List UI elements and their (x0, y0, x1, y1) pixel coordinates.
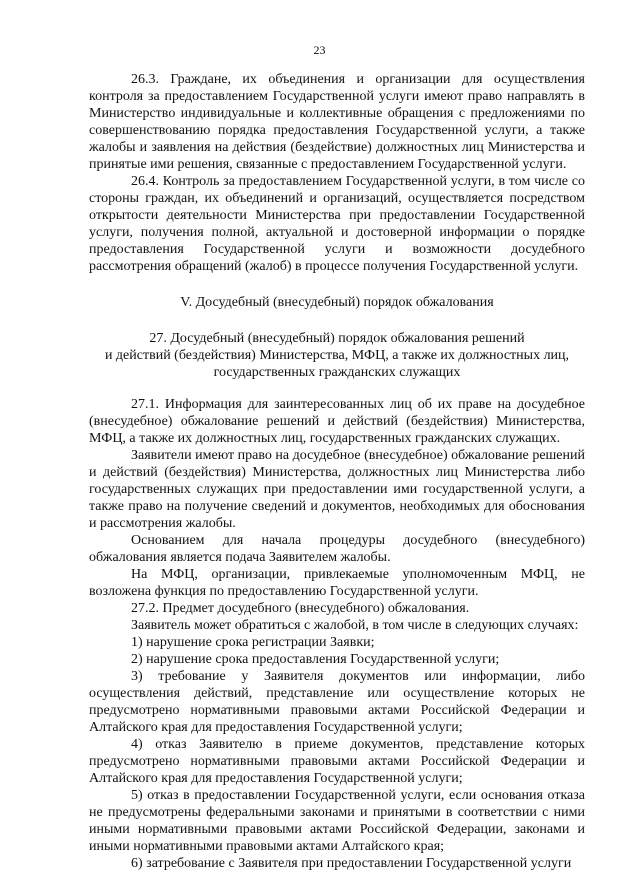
section-heading: V. Досудебный (внесудебный) порядок обжалования (180, 295, 494, 310)
paragraph-27-1: 27.1. Информация для заинтересованных лиц об их праве на досудебное (внесудебное) обжалование решений и действий (бездействия) Министерства, МФЦ, а также их должностных лиц, государственных гражданских служащих. (89, 397, 585, 446)
paragraph-mfc: На МФЦ, организации, привлекаемые уполномоченным МФЦ, не возложена функция по предоставлению Государственной услуги. (89, 567, 585, 599)
subsection-heading-line-1: 27. Досудебный (внесудебный) порядок обжалования решений (149, 331, 525, 346)
list-item-2: 2) нарушение срока предоставления Государственной услуги; (131, 652, 500, 667)
list-item-6: 6) затребование с Заявителя при предоставлении Государственной услуги (131, 856, 572, 871)
list-item-3: 3) требование у Заявителя документов или информации, либо осуществления действий, представление или осуществление которых не предусмотрено нормативными правовыми актами Российской Федерации и Алтайского края для предоставления Государственной услуги; (89, 669, 585, 735)
paragraph-complaint-cases: Заявитель может обратиться с жалобой, в том числе в следующих случаях: (131, 618, 579, 633)
paragraph-26-3: 26.3. Граждане, их объединения и организации для осуществления контроля за предоставлением Государственной услуги имеют право направлять в Министерство индивидуальные и коллективные обращения с предложениями по совершенствованию порядка предоставления Государственной услуги, а также жалобы и заявления на действия (бездействие) должностных лиц Министерства и принятые ими решения, связанные с предоставлением Государственной услуги. (89, 72, 585, 172)
paragraph-procedure-basis: Основанием для начала процедуры досудебного (внесудебного) обжалования является подача Заявителем жалобы. (89, 533, 585, 565)
list-item-1: 1) нарушение срока регистрации Заявки; (131, 635, 375, 650)
list-item-5: 5) отказ в предоставлении Государственной услуги, если основания отказа не предусмотрены федеральными законами и принятыми в соответствии с ними иными нормативными правовыми актами Российской Федерации, законами и иными нормативными правовыми актами Алтайского края; (89, 788, 585, 854)
document-body (89, 71, 585, 872)
subsection-heading-line-3: государственных гражданских служащих (213, 365, 461, 380)
page-number: 23 (313, 43, 326, 57)
subsection-heading-line-2: и действий (бездействия) Министерства, МФЦ, а также их должностных лиц, (104, 348, 570, 363)
list-item-4: 4) отказ Заявителю в приеме документов, представление которых предусмотрено нормативными правовыми актами Российской Федерации и Алтайского края для предоставления Государственной услуги; (89, 737, 585, 786)
paragraph-27-2: 27.2. Предмет досудебного (внесудебного) обжалования. (131, 601, 470, 616)
paragraph-applicants-rights: Заявители имеют право на досудебное (внесудебное) обжалование решений и действий (бездействия) Министерства, должностных лиц Министерства либо государственных служащих при предоставлении ими государственной услуги, а также право на получение сведений и документов, необходимых для обоснования и рассмотрения жалобы. (89, 448, 585, 531)
paragraph-26-4: 26.4. Контроль за предоставлением Государственной услуги, в том числе со стороны граждан, их объединений и организаций, осуществляется посредством открытости деятельности Министерства при предоставлении Государственной услуги, получения полной, актуальной и достоверной информации о порядке предоставления Государственной услуги и возможности досудебного рассмотрения обращений (жалоб) в процессе получения Государственной услуги. (89, 174, 585, 274)
